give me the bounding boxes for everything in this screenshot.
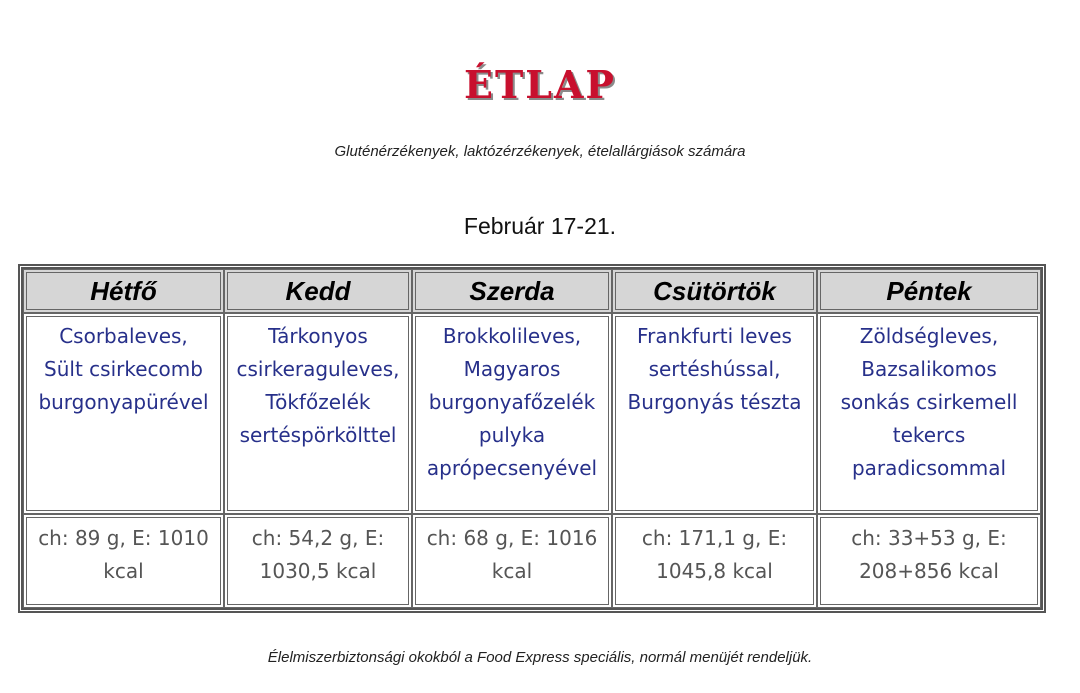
nutrition-line: ch: 68 g, E: 1016 [426, 526, 598, 550]
dish-line: tekercs [892, 423, 966, 447]
dish-line: Sült csirkecomb [44, 357, 203, 381]
dish-line: paradicsommal [851, 456, 1007, 480]
dish-line: sertéshússal, [648, 357, 781, 381]
dish-cell-friday [817, 313, 1041, 514]
nutrition-line: ch: 171,1 g, E: [641, 526, 788, 550]
dish-line: Csorbaleves, [59, 324, 188, 348]
dish-line: Frankfurti leves [637, 324, 792, 348]
nutrition-line: 1030,5 kcal [259, 559, 377, 583]
footer-note: Élelmiszerbiztonsági okokból a Food Express speciális, normál menüjét rendeljük. [267, 649, 813, 666]
dish-line: aprópecsenyével [426, 456, 598, 480]
dish-line: Tökfőzelék [265, 390, 371, 414]
page-subtitle: Gluténérzékenyek, laktózérzékenyek, ételallárgiások számára [334, 143, 746, 160]
day-header-thursday: Csütörtök [612, 269, 817, 313]
dish-cell-wednesday [412, 313, 612, 514]
dish-line: Brokkolileves, [442, 324, 582, 348]
dish-line: Zöldségleves, [859, 324, 999, 348]
dish-cell-thursday [612, 313, 817, 514]
day-header-tuesday: Kedd [224, 269, 412, 313]
dish-line: burgonyapürével [38, 390, 209, 414]
dish-line: sonkás csirkemell [840, 390, 1018, 414]
nutrition-line: 1045,8 kcal [656, 559, 773, 583]
dish-row [23, 313, 1041, 514]
nutrition-row [23, 514, 1041, 608]
dish-line: sertéspörkölttel [239, 423, 397, 447]
dish-cell-tuesday [224, 313, 412, 514]
dish-line: Tárkonyos [268, 324, 368, 348]
nutrition-cell-thursday [612, 514, 817, 608]
nutrition-line: kcal [491, 559, 533, 583]
day-header-wednesday: Szerda [412, 269, 612, 313]
page-title: ÉTLAP [463, 62, 617, 107]
day-header-friday: Péntek [817, 269, 1041, 313]
day-header-row [23, 269, 1041, 313]
dish-cell-monday [23, 313, 224, 514]
dish-line: burgonyafőzelék [428, 390, 596, 414]
dish-line: pulyka [478, 423, 546, 447]
dish-line: Burgonyás tészta [627, 390, 802, 414]
dish-line: Magyaros [463, 357, 561, 381]
nutrition-line: 208+856 kcal [859, 559, 999, 583]
nutrition-cell-friday [817, 514, 1041, 608]
nutrition-line: ch: 89 g, E: 1010 [38, 526, 209, 550]
dish-line: csirkeraguleves, [236, 357, 400, 381]
nutrition-line: ch: 33+53 g, E: [851, 526, 1007, 550]
date-range: Február 17-21. [463, 213, 617, 239]
nutrition-cell-monday [23, 514, 224, 608]
nutrition-line: kcal [103, 559, 144, 583]
nutrition-cell-wednesday [412, 514, 612, 608]
day-header-monday: Hétfő [23, 269, 224, 313]
menu-table [18, 264, 1046, 613]
dish-line: Bazsalikomos [861, 357, 997, 381]
nutrition-cell-tuesday [224, 514, 412, 608]
nutrition-line: ch: 54,2 g, E: [251, 526, 385, 550]
